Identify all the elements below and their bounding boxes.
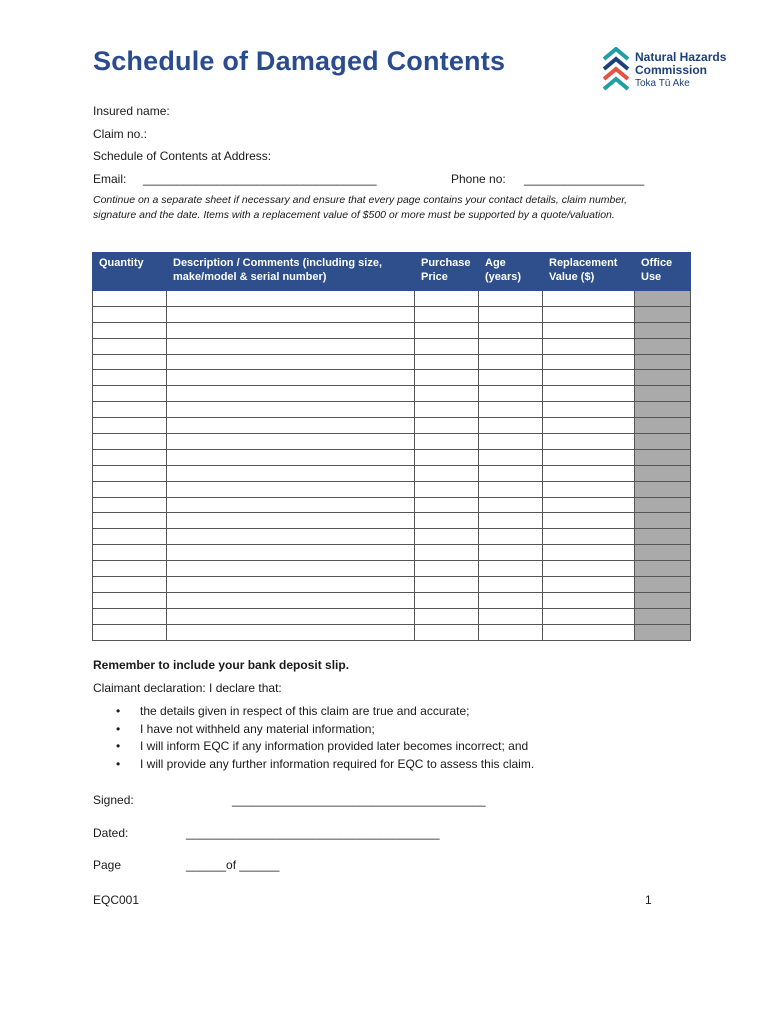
declaration-list [112, 703, 534, 773]
description-cell[interactable] [167, 608, 415, 624]
description-cell[interactable] [167, 370, 415, 386]
logo-mark-icon [602, 47, 630, 93]
purchase-price-cell[interactable] [415, 592, 479, 608]
purchase-price-cell[interactable] [415, 608, 479, 624]
age-cell[interactable] [479, 481, 543, 497]
quantity-cell[interactable] [93, 592, 167, 608]
quantity-cell[interactable] [93, 306, 167, 322]
table-row [93, 608, 691, 624]
age-cell[interactable] [479, 561, 543, 577]
table-row [93, 465, 691, 481]
description-cell[interactable] [167, 529, 415, 545]
col-office-use: Office Use [635, 253, 691, 291]
office-use-cell [635, 322, 691, 338]
page-title: Schedule of Damaged Contents [93, 46, 506, 76]
quantity-cell[interactable] [93, 354, 167, 370]
office-use-cell [635, 291, 691, 307]
table-header-row [93, 253, 691, 291]
dated-label: Dated: [93, 826, 129, 840]
purchase-price-cell[interactable] [415, 529, 479, 545]
table-row [93, 545, 691, 561]
quantity-cell[interactable] [93, 481, 167, 497]
purchase-price-cell[interactable] [415, 386, 479, 402]
page-of-field[interactable]: ______of ______ [186, 858, 280, 872]
quantity-cell[interactable] [93, 386, 167, 402]
purchase-price-cell[interactable] [415, 322, 479, 338]
age-cell[interactable] [479, 402, 543, 418]
email-label: Email: [93, 172, 127, 186]
office-use-cell [635, 449, 691, 465]
table-row [93, 386, 691, 402]
age-cell[interactable] [479, 529, 543, 545]
replacement-value-cell[interactable] [543, 291, 635, 307]
age-cell[interactable] [479, 306, 543, 322]
age-cell[interactable] [479, 354, 543, 370]
purchase-price-cell[interactable] [415, 577, 479, 593]
purchase-price-cell[interactable] [415, 624, 479, 640]
age-cell[interactable] [479, 322, 543, 338]
replacement-value-cell[interactable] [543, 434, 635, 450]
replacement-value-cell[interactable] [543, 592, 635, 608]
office-use-cell [635, 497, 691, 513]
age-cell[interactable] [479, 497, 543, 513]
purchase-price-cell[interactable] [415, 497, 479, 513]
table-row [93, 449, 691, 465]
table-row [93, 497, 691, 513]
age-cell[interactable] [479, 624, 543, 640]
description-cell[interactable] [167, 465, 415, 481]
description-cell[interactable] [167, 354, 415, 370]
reminder-text: Remember to include your bank deposit slip. [93, 658, 350, 672]
form-code: EQC001 [93, 893, 140, 907]
table-row [93, 513, 691, 529]
office-use-cell [635, 434, 691, 450]
declaration-item: • the details given in respect of this claim are true and accurate; [112, 703, 534, 721]
contents-table [92, 252, 691, 641]
replacement-value-cell[interactable] [543, 418, 635, 434]
description-cell[interactable] [167, 338, 415, 354]
purchase-price-cell[interactable] [415, 513, 479, 529]
table-row [93, 434, 691, 450]
purchase-price-cell[interactable] [415, 449, 479, 465]
office-use-cell [635, 545, 691, 561]
table-row [93, 338, 691, 354]
quantity-cell[interactable] [93, 322, 167, 338]
office-use-cell [635, 529, 691, 545]
replacement-value-cell[interactable] [543, 624, 635, 640]
quantity-cell[interactable] [93, 513, 167, 529]
declaration-item: • I have not withheld any material information; [112, 721, 534, 739]
date-field[interactable]: ______________________________________ [186, 826, 440, 840]
replacement-value-cell[interactable] [543, 561, 635, 577]
purchase-price-cell[interactable] [415, 291, 479, 307]
office-use-cell [635, 306, 691, 322]
quantity-cell[interactable] [93, 561, 167, 577]
nhc-logo [602, 47, 752, 95]
description-cell[interactable] [167, 481, 415, 497]
age-cell[interactable] [479, 577, 543, 593]
office-use-cell [635, 418, 691, 434]
col-description: Description / Comments (including size, make/model & serial number) [167, 253, 415, 291]
description-cell[interactable] [167, 577, 415, 593]
office-use-cell [635, 624, 691, 640]
quantity-cell[interactable] [93, 608, 167, 624]
description-cell[interactable] [167, 418, 415, 434]
description-cell[interactable] [167, 386, 415, 402]
age-cell[interactable] [479, 545, 543, 561]
office-use-cell [635, 592, 691, 608]
col-replacement-value: Replacement Value ($) [543, 253, 635, 291]
age-cell[interactable] [479, 291, 543, 307]
office-use-cell [635, 465, 691, 481]
description-cell[interactable] [167, 592, 415, 608]
phone-field[interactable]: __________________ [524, 172, 645, 186]
quantity-cell[interactable] [93, 418, 167, 434]
replacement-value-cell[interactable] [543, 386, 635, 402]
insured-name-label: Insured name: [93, 104, 170, 118]
purchase-price-cell[interactable] [415, 545, 479, 561]
replacement-value-cell[interactable] [543, 370, 635, 386]
quantity-cell[interactable] [93, 529, 167, 545]
description-cell[interactable] [167, 561, 415, 577]
replacement-value-cell[interactable] [543, 449, 635, 465]
replacement-value-cell[interactable] [543, 577, 635, 593]
phone-label: Phone no: [451, 172, 506, 186]
purchase-price-cell[interactable] [415, 402, 479, 418]
email-field[interactable]: ___________________________________ [143, 172, 377, 186]
description-cell[interactable] [167, 402, 415, 418]
logo-line-2: Commission [635, 63, 708, 77]
table-body [93, 291, 691, 641]
office-use-cell [635, 577, 691, 593]
office-use-cell [635, 561, 691, 577]
age-cell[interactable] [479, 592, 543, 608]
purchase-price-cell[interactable] [415, 465, 479, 481]
replacement-value-cell[interactable] [543, 481, 635, 497]
age-cell[interactable] [479, 338, 543, 354]
declaration-intro: Claimant declaration: I declare that: [93, 681, 282, 695]
table-row [93, 322, 691, 338]
quantity-cell[interactable] [93, 545, 167, 561]
replacement-value-cell[interactable] [543, 465, 635, 481]
logo-line-3: Toka Tū Ake [635, 78, 690, 89]
description-cell[interactable] [167, 449, 415, 465]
page-number: 1 [645, 893, 652, 907]
claim-no-label: Claim no.: [93, 127, 148, 141]
instructions-text: Continue on a separate sheet if necessary and ensure that every page contains your contact details, claim number, signature and the date. Items with a replacement value of $500 or more must be supported by a quote/valuation. [93, 194, 628, 221]
col-age: Age (years) [479, 253, 543, 291]
quantity-cell[interactable] [93, 402, 167, 418]
table-row [93, 418, 691, 434]
description-cell[interactable] [167, 434, 415, 450]
office-use-cell [635, 354, 691, 370]
replacement-value-cell[interactable] [543, 402, 635, 418]
table-row [93, 354, 691, 370]
replacement-value-cell[interactable] [543, 497, 635, 513]
age-cell[interactable] [479, 608, 543, 624]
description-cell[interactable] [167, 322, 415, 338]
description-cell[interactable] [167, 306, 415, 322]
table-row [93, 306, 691, 322]
quantity-cell[interactable] [93, 497, 167, 513]
signed-label: Signed: [93, 793, 134, 807]
office-use-cell [635, 481, 691, 497]
table-row [93, 577, 691, 593]
description-cell[interactable] [167, 545, 415, 561]
age-cell[interactable] [479, 386, 543, 402]
office-use-cell [635, 338, 691, 354]
replacement-value-cell[interactable] [543, 306, 635, 322]
logo-line-1: Natural Hazards [635, 50, 727, 64]
replacement-value-cell[interactable] [543, 322, 635, 338]
purchase-price-cell[interactable] [415, 338, 479, 354]
replacement-value-cell[interactable] [543, 545, 635, 561]
quantity-cell[interactable] [93, 370, 167, 386]
replacement-value-cell[interactable] [543, 513, 635, 529]
table-row [93, 481, 691, 497]
quantity-cell[interactable] [93, 338, 167, 354]
purchase-price-cell[interactable] [415, 434, 479, 450]
description-cell[interactable] [167, 497, 415, 513]
declaration-item: • I will provide any further information required for EQC to assess this claim. [112, 756, 534, 774]
age-cell[interactable] [479, 465, 543, 481]
col-quantity: Quantity [93, 253, 167, 291]
signature-field[interactable]: ______________________________________ [232, 793, 486, 807]
office-use-cell [635, 608, 691, 624]
description-cell[interactable] [167, 513, 415, 529]
table-row [93, 402, 691, 418]
quantity-cell[interactable] [93, 577, 167, 593]
replacement-value-cell[interactable] [543, 338, 635, 354]
office-use-cell [635, 370, 691, 386]
description-cell[interactable] [167, 291, 415, 307]
quantity-cell[interactable] [93, 465, 167, 481]
address-label: Schedule of Contents at Address: [93, 149, 272, 163]
purchase-price-cell[interactable] [415, 370, 479, 386]
table-row [93, 624, 691, 640]
office-use-cell [635, 513, 691, 529]
quantity-cell[interactable] [93, 624, 167, 640]
age-cell[interactable] [479, 418, 543, 434]
purchase-price-cell[interactable] [415, 418, 479, 434]
office-use-cell [635, 386, 691, 402]
quantity-cell[interactable] [93, 291, 167, 307]
age-cell[interactable] [479, 370, 543, 386]
purchase-price-cell[interactable] [415, 354, 479, 370]
quantity-cell[interactable] [93, 449, 167, 465]
purchase-price-cell[interactable] [415, 561, 479, 577]
age-cell[interactable] [479, 513, 543, 529]
description-cell[interactable] [167, 624, 415, 640]
col-purchase-price: Purchase Price [415, 253, 479, 291]
page-label: Page [93, 858, 122, 872]
purchase-price-cell[interactable] [415, 481, 479, 497]
table-row [93, 561, 691, 577]
table-row [93, 291, 691, 307]
age-cell[interactable] [479, 449, 543, 465]
age-cell[interactable] [479, 434, 543, 450]
purchase-price-cell[interactable] [415, 306, 479, 322]
quantity-cell[interactable] [93, 434, 167, 450]
office-use-cell [635, 402, 691, 418]
replacement-value-cell[interactable] [543, 608, 635, 624]
table-row [93, 370, 691, 386]
declaration-item: • I will inform EQC if any information provided later becomes incorrect; and [112, 738, 534, 756]
replacement-value-cell[interactable] [543, 529, 635, 545]
table-row [93, 592, 691, 608]
replacement-value-cell[interactable] [543, 354, 635, 370]
table-row [93, 529, 691, 545]
